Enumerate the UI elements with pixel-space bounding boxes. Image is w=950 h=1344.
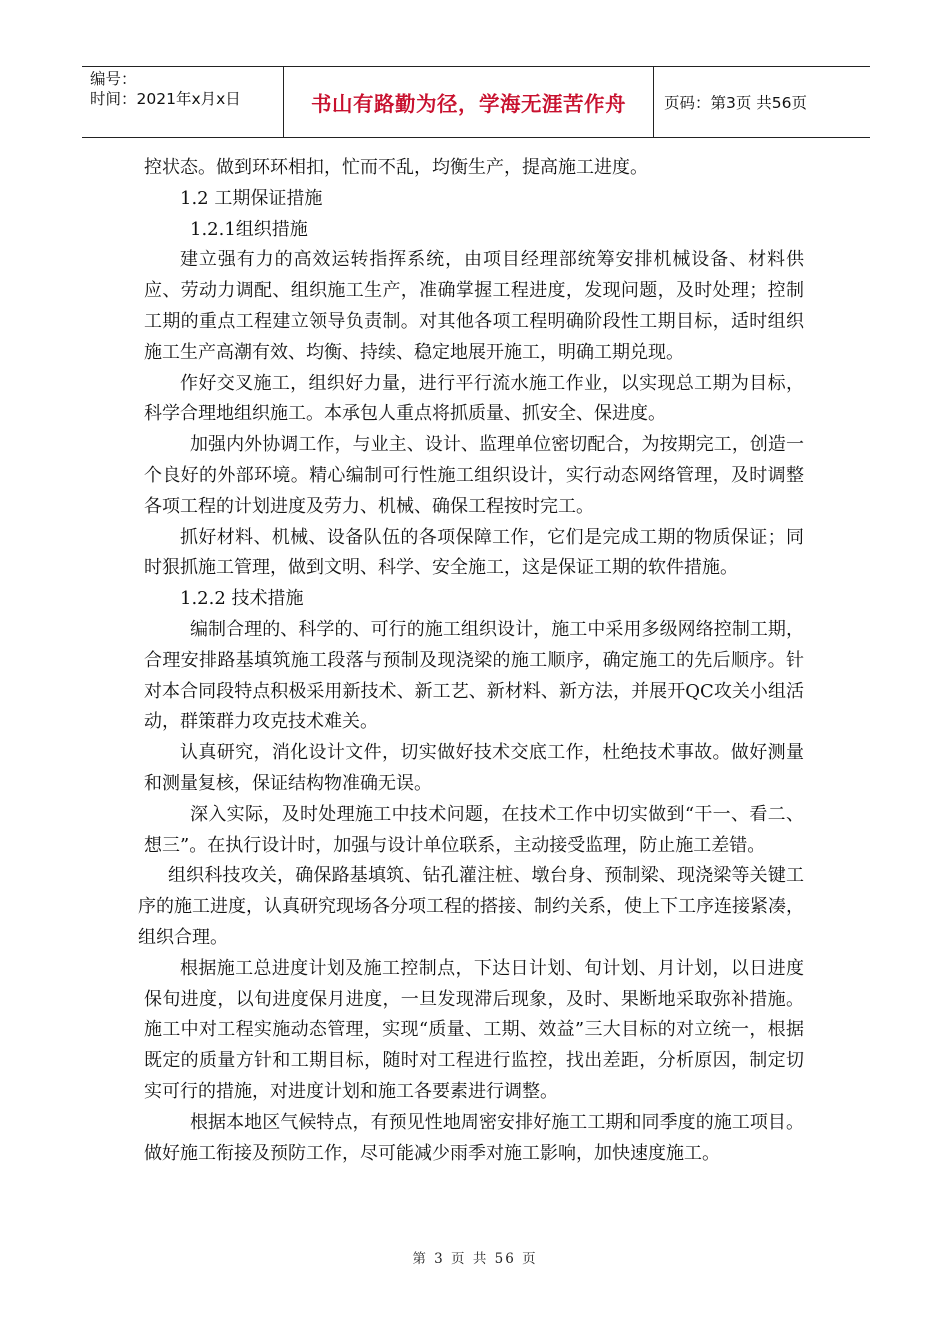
paragraph: 组织科技攻关，确保路基填筑、钻孔灌注桩、墩台身、预制梁、现浇梁等关键工序的施工进度，认真研究现场各分项工程的搭接、制约关系，使上下工序连接紧凑，组织合理。 <box>138 865 804 948</box>
header-page-info: 页码：第3页 共56页 <box>664 94 808 112</box>
header-meta <box>82 67 284 137</box>
paragraph: 建立强有力的高效运转指挥系统，由项目经理部统筹安排机械设备、材料供应、劳动力调配、组织施工生产，准确掌握工程进度，发现问题，及时处理；控制工期的重点工程建立领导负责制。对其他各项工程明确阶段性工期目标，适时组织施工生产高潮有效、均衡、持续、稳定地展开施工，明确工期兑现。 <box>144 249 804 363</box>
subsection-heading: 1.2.2 技术措施 <box>180 588 304 610</box>
page-footer: 第 3 页 共 56 页 <box>412 1251 538 1267</box>
document-body <box>138 153 804 1169</box>
document-date: 时间：2021年x月x日 <box>90 90 241 108</box>
paragraph: 抓好材料、机械、设备队伍的各项保障工作，它们是完成工期的物质保证；同时狠抓施工管理，做到文明、科学、安全施工，这是保证工期的软件措施。 <box>144 526 804 579</box>
paragraph: 作好交叉施工，组织好力量，进行平行流水施工作业，以实现总工期为目标，科学合理地组织施工。本承包人重点将抓质量、抓安全、保进度。 <box>144 372 804 425</box>
subsection-heading: 1.2.1组织措施 <box>190 218 308 240</box>
paragraph: 根据本地区气候特点，有预见性地周密安排好施工工期和同季度的施工项目。做好施工衔接及预防工作，尽可能减少雨季对施工影响，加快速度施工。 <box>144 1111 804 1164</box>
header-motto: 书山有路勤为径，学海无涯苦作舟 <box>284 67 654 137</box>
document-number-label: 编号： <box>90 70 137 88</box>
paragraph: 认真研究，消化设计文件，切实做好技术交底工作，杜绝技术事故。做好测量和测量复核，保证结构物准确无误。 <box>144 742 804 794</box>
paragraph: 深入实际，及时处理施工中技术问题，在技术工作中切实做到“干一、看二、想三”。在执行设计时，加强与设计单位联系，主动接受监理，防止施工差错。 <box>144 803 804 856</box>
page-header <box>82 66 870 138</box>
paragraph: 编制合理的、科学的、可行的施工组织设计，施工中采用多级网络控制工期，合理安排路基填筑施工段落与预制及现浇梁的施工顺序，确定施工的先后顺序。针对本合同段特点积极采用新技术、新工艺、新材料、新方法，并展开QC攻关小组活动，群策群力攻克技术难关。 <box>144 618 804 733</box>
paragraph: 加强内外协调工作，与业主、设计、监理单位密切配合，为按期完工，创造一个良好的外部环境。精心编制可行性施工组织设计，实行动态网络管理，及时调整各项工程的计划进度及劳力、机械、确保工程按时完工。 <box>144 434 804 517</box>
section-heading: 1.2 工期保证措施 <box>180 187 323 209</box>
paragraph: 控状态。做到环环相扣，忙而不乱，均衡生产，提高施工进度。 <box>144 157 648 178</box>
paragraph: 根据施工总进度计划及施工控制点，下达日计划、旬计划、月计划，以日进度保旬进度，以旬进度保月进度，一旦发现滞后现象，及时、果断地采取弥补措施。施工中对工程实施动态管理，实现“质量、工期、效益”三大目标的对立统一，根据既定的质量方针和工期目标，随时对工程进行监控，找出差距，分析原因，制定切实可行的措施，对进度计划和施工各要素进行调整。 <box>144 957 804 1102</box>
